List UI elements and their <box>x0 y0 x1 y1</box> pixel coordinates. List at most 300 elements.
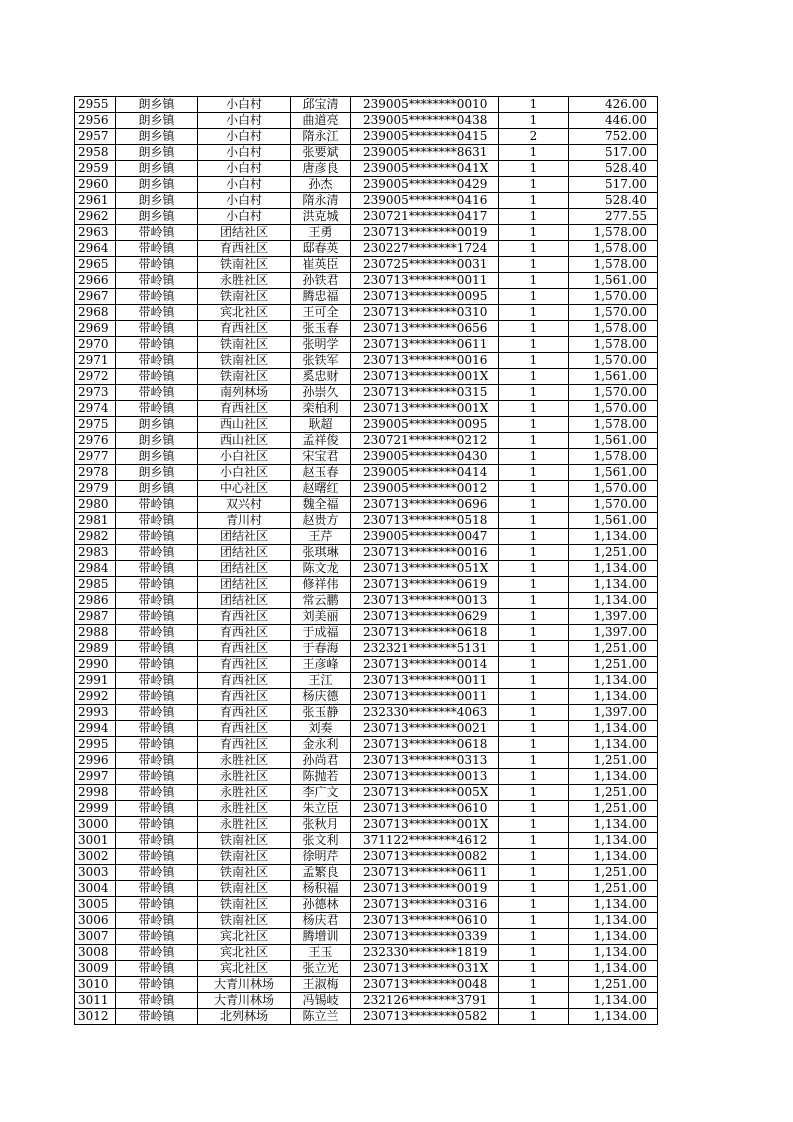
id-number-cell: 230713********001X <box>351 817 499 833</box>
name-cell: 王玉 <box>291 945 351 961</box>
name-cell: 陈抛若 <box>291 769 351 785</box>
name-cell: 张立光 <box>291 961 351 977</box>
village-cell: 宾北社区 <box>198 945 291 961</box>
id-number-cell: 230713********0618 <box>351 625 499 641</box>
town-cell: 带岭镇 <box>116 305 198 321</box>
village-cell: 青川村 <box>198 513 291 529</box>
amount-cell: 1,251.00 <box>569 977 658 993</box>
amount-cell: 1,251.00 <box>569 545 658 561</box>
quantity-cell: 1 <box>499 369 569 385</box>
quantity-cell: 1 <box>499 401 569 417</box>
town-cell: 带岭镇 <box>116 849 198 865</box>
quantity-cell: 1 <box>499 497 569 513</box>
quantity-cell: 1 <box>499 977 569 993</box>
name-cell: 王勇 <box>291 225 351 241</box>
row-number-cell: 2961 <box>75 193 116 209</box>
table-row <box>75 369 658 385</box>
quantity-cell: 1 <box>499 561 569 577</box>
table-row <box>75 849 658 865</box>
amount-cell: 752.00 <box>569 129 658 145</box>
table-row <box>75 673 658 689</box>
village-cell: 团结社区 <box>198 225 291 241</box>
name-cell: 王彦峰 <box>291 657 351 673</box>
town-cell: 带岭镇 <box>116 289 198 305</box>
amount-cell: 426.00 <box>569 97 658 113</box>
name-cell: 孟繁良 <box>291 865 351 881</box>
amount-cell: 1,134.00 <box>569 849 658 865</box>
table-row <box>75 961 658 977</box>
name-cell: 王芹 <box>291 529 351 545</box>
town-cell: 带岭镇 <box>116 977 198 993</box>
village-cell: 小白村 <box>198 97 291 113</box>
table-row <box>75 561 658 577</box>
amount-cell: 1,134.00 <box>569 961 658 977</box>
quantity-cell: 1 <box>499 849 569 865</box>
amount-cell: 1,134.00 <box>569 721 658 737</box>
town-cell: 带岭镇 <box>116 241 198 257</box>
table-row <box>75 513 658 529</box>
table-row <box>75 913 658 929</box>
town-cell: 带岭镇 <box>116 721 198 737</box>
amount-cell: 1,570.00 <box>569 305 658 321</box>
table-row <box>75 945 658 961</box>
village-cell: 育西社区 <box>198 241 291 257</box>
town-cell: 朗乡镇 <box>116 449 198 465</box>
amount-cell: 1,134.00 <box>569 817 658 833</box>
village-cell: 小白村 <box>198 161 291 177</box>
quantity-cell: 2 <box>499 129 569 145</box>
row-number-cell: 3003 <box>75 865 116 881</box>
row-number-cell: 2965 <box>75 257 116 273</box>
id-number-cell: 230713********0082 <box>351 849 499 865</box>
amount-cell: 1,251.00 <box>569 641 658 657</box>
table-row <box>75 737 658 753</box>
row-number-cell: 2981 <box>75 513 116 529</box>
id-number-cell: 230713********0629 <box>351 609 499 625</box>
town-cell: 朗乡镇 <box>116 145 198 161</box>
name-cell: 邱宝清 <box>291 97 351 113</box>
table-row <box>75 177 658 193</box>
town-cell: 带岭镇 <box>116 545 198 561</box>
quantity-cell: 1 <box>499 449 569 465</box>
table-row <box>75 337 658 353</box>
village-cell: 宾北社区 <box>198 961 291 977</box>
table-row <box>75 161 658 177</box>
town-cell: 带岭镇 <box>116 577 198 593</box>
amount-cell: 1,561.00 <box>569 513 658 529</box>
quantity-cell: 1 <box>499 209 569 225</box>
amount-cell: 1,397.00 <box>569 625 658 641</box>
table-row <box>75 465 658 481</box>
quantity-cell: 1 <box>499 865 569 881</box>
village-cell: 永胜社区 <box>198 801 291 817</box>
table-row <box>75 321 658 337</box>
town-cell: 带岭镇 <box>116 897 198 913</box>
row-number-cell: 2973 <box>75 385 116 401</box>
row-number-cell: 2962 <box>75 209 116 225</box>
amount-cell: 1,397.00 <box>569 705 658 721</box>
name-cell: 于成福 <box>291 625 351 641</box>
town-cell: 朗乡镇 <box>116 481 198 497</box>
village-cell: 铁南社区 <box>198 913 291 929</box>
table-row <box>75 929 658 945</box>
amount-cell: 517.00 <box>569 145 658 161</box>
name-cell: 常云鹏 <box>291 593 351 609</box>
quantity-cell: 1 <box>499 705 569 721</box>
quantity-cell: 1 <box>499 241 569 257</box>
row-number-cell: 2995 <box>75 737 116 753</box>
town-cell: 带岭镇 <box>116 513 198 529</box>
town-cell: 带岭镇 <box>116 929 198 945</box>
village-cell: 小白村 <box>198 113 291 129</box>
name-cell: 宋宝君 <box>291 449 351 465</box>
village-cell: 铁南社区 <box>198 865 291 881</box>
table-row <box>75 801 658 817</box>
village-cell: 育西社区 <box>198 401 291 417</box>
table-row <box>75 833 658 849</box>
name-cell: 张玉静 <box>291 705 351 721</box>
name-cell: 孙德林 <box>291 897 351 913</box>
name-cell: 徐明芹 <box>291 849 351 865</box>
town-cell: 带岭镇 <box>116 689 198 705</box>
table-row <box>75 129 658 145</box>
id-number-cell: 239005********0012 <box>351 481 499 497</box>
town-cell: 带岭镇 <box>116 769 198 785</box>
town-cell: 带岭镇 <box>116 865 198 881</box>
town-cell: 带岭镇 <box>116 369 198 385</box>
amount-cell: 1,134.00 <box>569 897 658 913</box>
amount-cell: 1,561.00 <box>569 433 658 449</box>
quantity-cell: 1 <box>499 193 569 209</box>
quantity-cell: 1 <box>499 353 569 369</box>
quantity-cell: 1 <box>499 417 569 433</box>
table-row <box>75 865 658 881</box>
town-cell: 朗乡镇 <box>116 113 198 129</box>
row-number-cell: 2998 <box>75 785 116 801</box>
village-cell: 铁南社区 <box>198 849 291 865</box>
table-body <box>75 97 658 1025</box>
village-cell: 南列林场 <box>198 385 291 401</box>
quantity-cell: 1 <box>499 641 569 657</box>
id-number-cell: 230227********1724 <box>351 241 499 257</box>
quantity-cell: 1 <box>499 113 569 129</box>
id-number-cell: 230713********0610 <box>351 913 499 929</box>
table-row <box>75 305 658 321</box>
village-cell: 宾北社区 <box>198 929 291 945</box>
id-number-cell: 239005********0430 <box>351 449 499 465</box>
row-number-cell: 2964 <box>75 241 116 257</box>
row-number-cell: 2956 <box>75 113 116 129</box>
quantity-cell: 1 <box>499 625 569 641</box>
id-number-cell: 230713********0016 <box>351 545 499 561</box>
id-number-cell: 230713********0696 <box>351 497 499 513</box>
quantity-cell: 1 <box>499 593 569 609</box>
name-cell: 杨积福 <box>291 881 351 897</box>
amount-cell: 1,570.00 <box>569 401 658 417</box>
quantity-cell: 1 <box>499 289 569 305</box>
table-row <box>75 785 658 801</box>
quantity-cell: 1 <box>499 481 569 497</box>
table-row <box>75 289 658 305</box>
row-number-cell: 2991 <box>75 673 116 689</box>
quantity-cell: 1 <box>499 673 569 689</box>
quantity-cell: 1 <box>499 897 569 913</box>
town-cell: 朗乡镇 <box>116 129 198 145</box>
row-number-cell: 2997 <box>75 769 116 785</box>
village-cell: 小白村 <box>198 209 291 225</box>
row-number-cell: 3009 <box>75 961 116 977</box>
name-cell: 王淑梅 <box>291 977 351 993</box>
row-number-cell: 2989 <box>75 641 116 657</box>
id-number-cell: 230713********0619 <box>351 577 499 593</box>
name-cell: 张琪琳 <box>291 545 351 561</box>
name-cell: 陈立兰 <box>291 1009 351 1025</box>
name-cell: 孙崇久 <box>291 385 351 401</box>
name-cell: 于春海 <box>291 641 351 657</box>
table-row <box>75 257 658 273</box>
village-cell: 北列林场 <box>198 1009 291 1025</box>
town-cell: 带岭镇 <box>116 321 198 337</box>
row-number-cell: 3011 <box>75 993 116 1009</box>
id-number-cell: 230713********0019 <box>351 881 499 897</box>
village-cell: 团结社区 <box>198 529 291 545</box>
amount-cell: 1,570.00 <box>569 481 658 497</box>
table-row <box>75 705 658 721</box>
amount-cell: 1,578.00 <box>569 225 658 241</box>
name-cell: 杨庆德 <box>291 689 351 705</box>
village-cell: 永胜社区 <box>198 273 291 289</box>
id-number-cell: 230713********0013 <box>351 593 499 609</box>
name-cell: 张铁军 <box>291 353 351 369</box>
town-cell: 带岭镇 <box>116 961 198 977</box>
town-cell: 朗乡镇 <box>116 177 198 193</box>
name-cell: 腾增训 <box>291 929 351 945</box>
table-row <box>75 1009 658 1025</box>
quantity-cell: 1 <box>499 801 569 817</box>
village-cell: 小白社区 <box>198 449 291 465</box>
town-cell: 带岭镇 <box>116 881 198 897</box>
amount-cell: 1,570.00 <box>569 497 658 513</box>
quantity-cell: 1 <box>499 913 569 929</box>
amount-cell: 1,134.00 <box>569 561 658 577</box>
town-cell: 朗乡镇 <box>116 97 198 113</box>
amount-cell: 1,578.00 <box>569 257 658 273</box>
amount-cell: 446.00 <box>569 113 658 129</box>
amount-cell: 1,561.00 <box>569 465 658 481</box>
village-cell: 铁南社区 <box>198 897 291 913</box>
town-cell: 带岭镇 <box>116 1009 198 1025</box>
town-cell: 带岭镇 <box>116 593 198 609</box>
village-cell: 永胜社区 <box>198 753 291 769</box>
id-number-cell: 232330********1819 <box>351 945 499 961</box>
name-cell: 张秋月 <box>291 817 351 833</box>
town-cell: 带岭镇 <box>116 609 198 625</box>
id-number-cell: 230713********0021 <box>351 721 499 737</box>
table-row <box>75 977 658 993</box>
row-number-cell: 2967 <box>75 289 116 305</box>
id-number-cell: 230713********0011 <box>351 689 499 705</box>
id-number-cell: 230713********0611 <box>351 337 499 353</box>
town-cell: 带岭镇 <box>116 273 198 289</box>
amount-cell: 1,251.00 <box>569 753 658 769</box>
village-cell: 育西社区 <box>198 657 291 673</box>
quantity-cell: 1 <box>499 993 569 1009</box>
amount-cell: 1,570.00 <box>569 353 658 369</box>
town-cell: 朗乡镇 <box>116 209 198 225</box>
name-cell: 曲道亮 <box>291 113 351 129</box>
table-row <box>75 897 658 913</box>
name-cell: 张要斌 <box>291 145 351 161</box>
id-number-cell: 230713********0656 <box>351 321 499 337</box>
name-cell: 刘奏 <box>291 721 351 737</box>
town-cell: 带岭镇 <box>116 561 198 577</box>
name-cell: 修祥伟 <box>291 577 351 593</box>
village-cell: 宾北社区 <box>198 305 291 321</box>
quantity-cell: 1 <box>499 177 569 193</box>
table-row <box>75 97 658 113</box>
name-cell: 隋永江 <box>291 129 351 145</box>
town-cell: 朗乡镇 <box>116 417 198 433</box>
village-cell: 育西社区 <box>198 625 291 641</box>
name-cell: 耿超 <box>291 417 351 433</box>
row-number-cell: 3005 <box>75 897 116 913</box>
amount-cell: 1,578.00 <box>569 337 658 353</box>
id-number-cell: 230713********005X <box>351 785 499 801</box>
row-number-cell: 2980 <box>75 497 116 513</box>
row-number-cell: 2977 <box>75 449 116 465</box>
row-number-cell: 2963 <box>75 225 116 241</box>
amount-cell: 1,570.00 <box>569 289 658 305</box>
quantity-cell: 1 <box>499 225 569 241</box>
row-number-cell: 2999 <box>75 801 116 817</box>
table-row <box>75 657 658 673</box>
village-cell: 铁南社区 <box>198 257 291 273</box>
id-number-cell: 232330********4063 <box>351 705 499 721</box>
id-number-cell: 230713********0610 <box>351 801 499 817</box>
table-row <box>75 753 658 769</box>
quantity-cell: 1 <box>499 321 569 337</box>
table-row <box>75 545 658 561</box>
town-cell: 带岭镇 <box>116 833 198 849</box>
id-number-cell: 230713********0011 <box>351 273 499 289</box>
row-number-cell: 3007 <box>75 929 116 945</box>
row-number-cell: 2987 <box>75 609 116 625</box>
id-number-cell: 230713********0518 <box>351 513 499 529</box>
town-cell: 带岭镇 <box>116 625 198 641</box>
row-number-cell: 2976 <box>75 433 116 449</box>
id-number-cell: 239005********0010 <box>351 97 499 113</box>
town-cell: 带岭镇 <box>116 817 198 833</box>
amount-cell: 517.00 <box>569 177 658 193</box>
amount-cell: 1,251.00 <box>569 881 658 897</box>
village-cell: 铁南社区 <box>198 337 291 353</box>
town-cell: 带岭镇 <box>116 657 198 673</box>
name-cell: 腾忠福 <box>291 289 351 305</box>
quantity-cell: 1 <box>499 161 569 177</box>
table-row <box>75 769 658 785</box>
amount-cell: 1,134.00 <box>569 929 658 945</box>
row-number-cell: 2959 <box>75 161 116 177</box>
id-number-cell: 230713********0611 <box>351 865 499 881</box>
row-number-cell: 3004 <box>75 881 116 897</box>
village-cell: 小白村 <box>198 193 291 209</box>
village-cell: 育西社区 <box>198 721 291 737</box>
town-cell: 带岭镇 <box>116 993 198 1009</box>
town-cell: 带岭镇 <box>116 945 198 961</box>
amount-cell: 1,251.00 <box>569 865 658 881</box>
village-cell: 铁南社区 <box>198 369 291 385</box>
row-number-cell: 2972 <box>75 369 116 385</box>
id-number-cell: 239005********041X <box>351 161 499 177</box>
table-row <box>75 113 658 129</box>
row-number-cell: 2978 <box>75 465 116 481</box>
town-cell: 朗乡镇 <box>116 161 198 177</box>
town-cell: 带岭镇 <box>116 705 198 721</box>
village-cell: 中心社区 <box>198 481 291 497</box>
id-number-cell: 230713********0095 <box>351 289 499 305</box>
village-cell: 铁南社区 <box>198 289 291 305</box>
name-cell: 王可全 <box>291 305 351 321</box>
quantity-cell: 1 <box>499 945 569 961</box>
quantity-cell: 1 <box>499 721 569 737</box>
quantity-cell: 1 <box>499 817 569 833</box>
town-cell: 带岭镇 <box>116 257 198 273</box>
town-cell: 带岭镇 <box>116 385 198 401</box>
amount-cell: 1,578.00 <box>569 449 658 465</box>
quantity-cell: 1 <box>499 769 569 785</box>
village-cell: 铁南社区 <box>198 353 291 369</box>
amount-cell: 1,134.00 <box>569 769 658 785</box>
row-number-cell: 2996 <box>75 753 116 769</box>
row-number-cell: 2969 <box>75 321 116 337</box>
row-number-cell: 3008 <box>75 945 116 961</box>
name-cell: 赵曙红 <box>291 481 351 497</box>
row-number-cell: 2990 <box>75 657 116 673</box>
name-cell: 刘美丽 <box>291 609 351 625</box>
table-row <box>75 993 658 1009</box>
amount-cell: 1,578.00 <box>569 241 658 257</box>
amount-cell: 1,134.00 <box>569 577 658 593</box>
village-cell: 西山社区 <box>198 433 291 449</box>
town-cell: 带岭镇 <box>116 753 198 769</box>
table-row <box>75 481 658 497</box>
id-number-cell: 239005********0047 <box>351 529 499 545</box>
name-cell: 栾柏利 <box>291 401 351 417</box>
id-number-cell: 232126********3791 <box>351 993 499 1009</box>
town-cell: 带岭镇 <box>116 913 198 929</box>
amount-cell: 1,251.00 <box>569 657 658 673</box>
name-cell: 王江 <box>291 673 351 689</box>
row-number-cell: 3010 <box>75 977 116 993</box>
quantity-cell: 1 <box>499 737 569 753</box>
name-cell: 孟祥俊 <box>291 433 351 449</box>
amount-cell: 1,570.00 <box>569 385 658 401</box>
village-cell: 小白村 <box>198 129 291 145</box>
name-cell: 赵贵方 <box>291 513 351 529</box>
row-number-cell: 3001 <box>75 833 116 849</box>
id-number-cell: 230713********031X <box>351 961 499 977</box>
table-row <box>75 209 658 225</box>
quantity-cell: 1 <box>499 657 569 673</box>
row-number-cell: 2966 <box>75 273 116 289</box>
id-number-cell: 230713********0315 <box>351 385 499 401</box>
id-number-cell: 230713********0016 <box>351 353 499 369</box>
row-number-cell: 2968 <box>75 305 116 321</box>
row-number-cell: 2983 <box>75 545 116 561</box>
name-cell: 孙杰 <box>291 177 351 193</box>
amount-cell: 1,251.00 <box>569 801 658 817</box>
quantity-cell: 1 <box>499 545 569 561</box>
